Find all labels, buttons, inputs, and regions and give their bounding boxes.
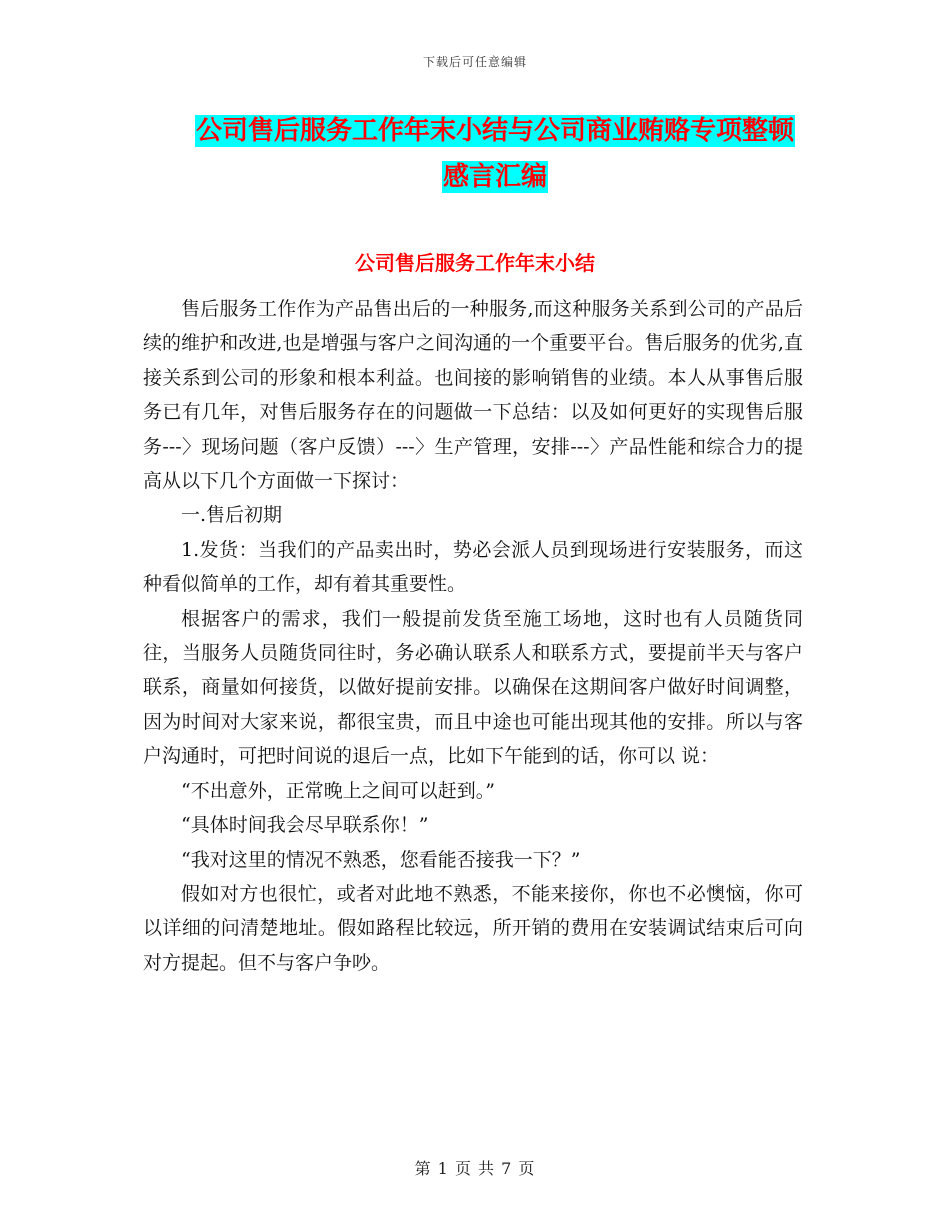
section-title: 公司售后服务工作年末小结	[355, 251, 595, 275]
paragraph: “具体时间我会尽早联系你！”	[181, 814, 429, 837]
page-footer: 第 1 页 共 7 页	[414, 1159, 536, 1178]
paragraph: 售后服务工作作为产品售出后的一种服务,而这种服务关系到公司的产品后续的维护和改进,也是增强与客户之间沟通的一个重要平台。售后服务的优劣,直接关系到公司的形象和根本利益。也间接的影响销售的业绩。本人从事售后服务已有几年，对售后服务存在的问题做一下总结：以及如何更好的实现售后服务---〉现场问题（客户反馈）---〉生产管理，安排---〉产品性能和综合力的提高从以下几个方面做一下探讨：	[143, 298, 803, 493]
paragraph: 一.售后初期	[181, 504, 283, 527]
document-title	[150, 108, 840, 200]
body-text	[143, 292, 803, 980]
paragraph: “我对这里的情况不熟悉，您看能否接我一下？”	[181, 848, 581, 871]
paragraph: 根据客户的需求，我们一般提前发货至施工场地，这时也有人员随货同往，当服务人员随货同往时，务必确认联系人和联系方式，要提前半天与客户联系，商量如何接货，以做好提前安排。以确保在这期间客户做好时间调整，因为时间对大家来说，都很宝贵，而且中途也可能出现其他的安排。所以与客户沟通时，可把时间说的退后一点，比如下午能到的话，你可以 说：	[143, 607, 803, 768]
header-note: 下载后可任意编辑	[422, 55, 527, 69]
paragraph: 假如对方也很忙，或者对此地不熟悉，不能来接你，你也不必懊恼，你可以详细的问清楚地址。假如路程比较远，所开销的费用在安装调试结束后可向对方提起。但不与客户争吵。	[143, 882, 803, 974]
document-title-line1: 公司售后服务工作年末小结与公司商业贿赂专项整顿	[195, 116, 794, 146]
paragraph: “不出意外，正常晚上之间可以赶到。”	[181, 779, 495, 802]
paragraph: 1.发货：当我们的产品卖出时，势必会派人员到现场进行安装服务，而这种看似简单的工作，却有着其重要性。	[143, 538, 803, 596]
document-title-line2: 感言汇编	[442, 162, 547, 192]
